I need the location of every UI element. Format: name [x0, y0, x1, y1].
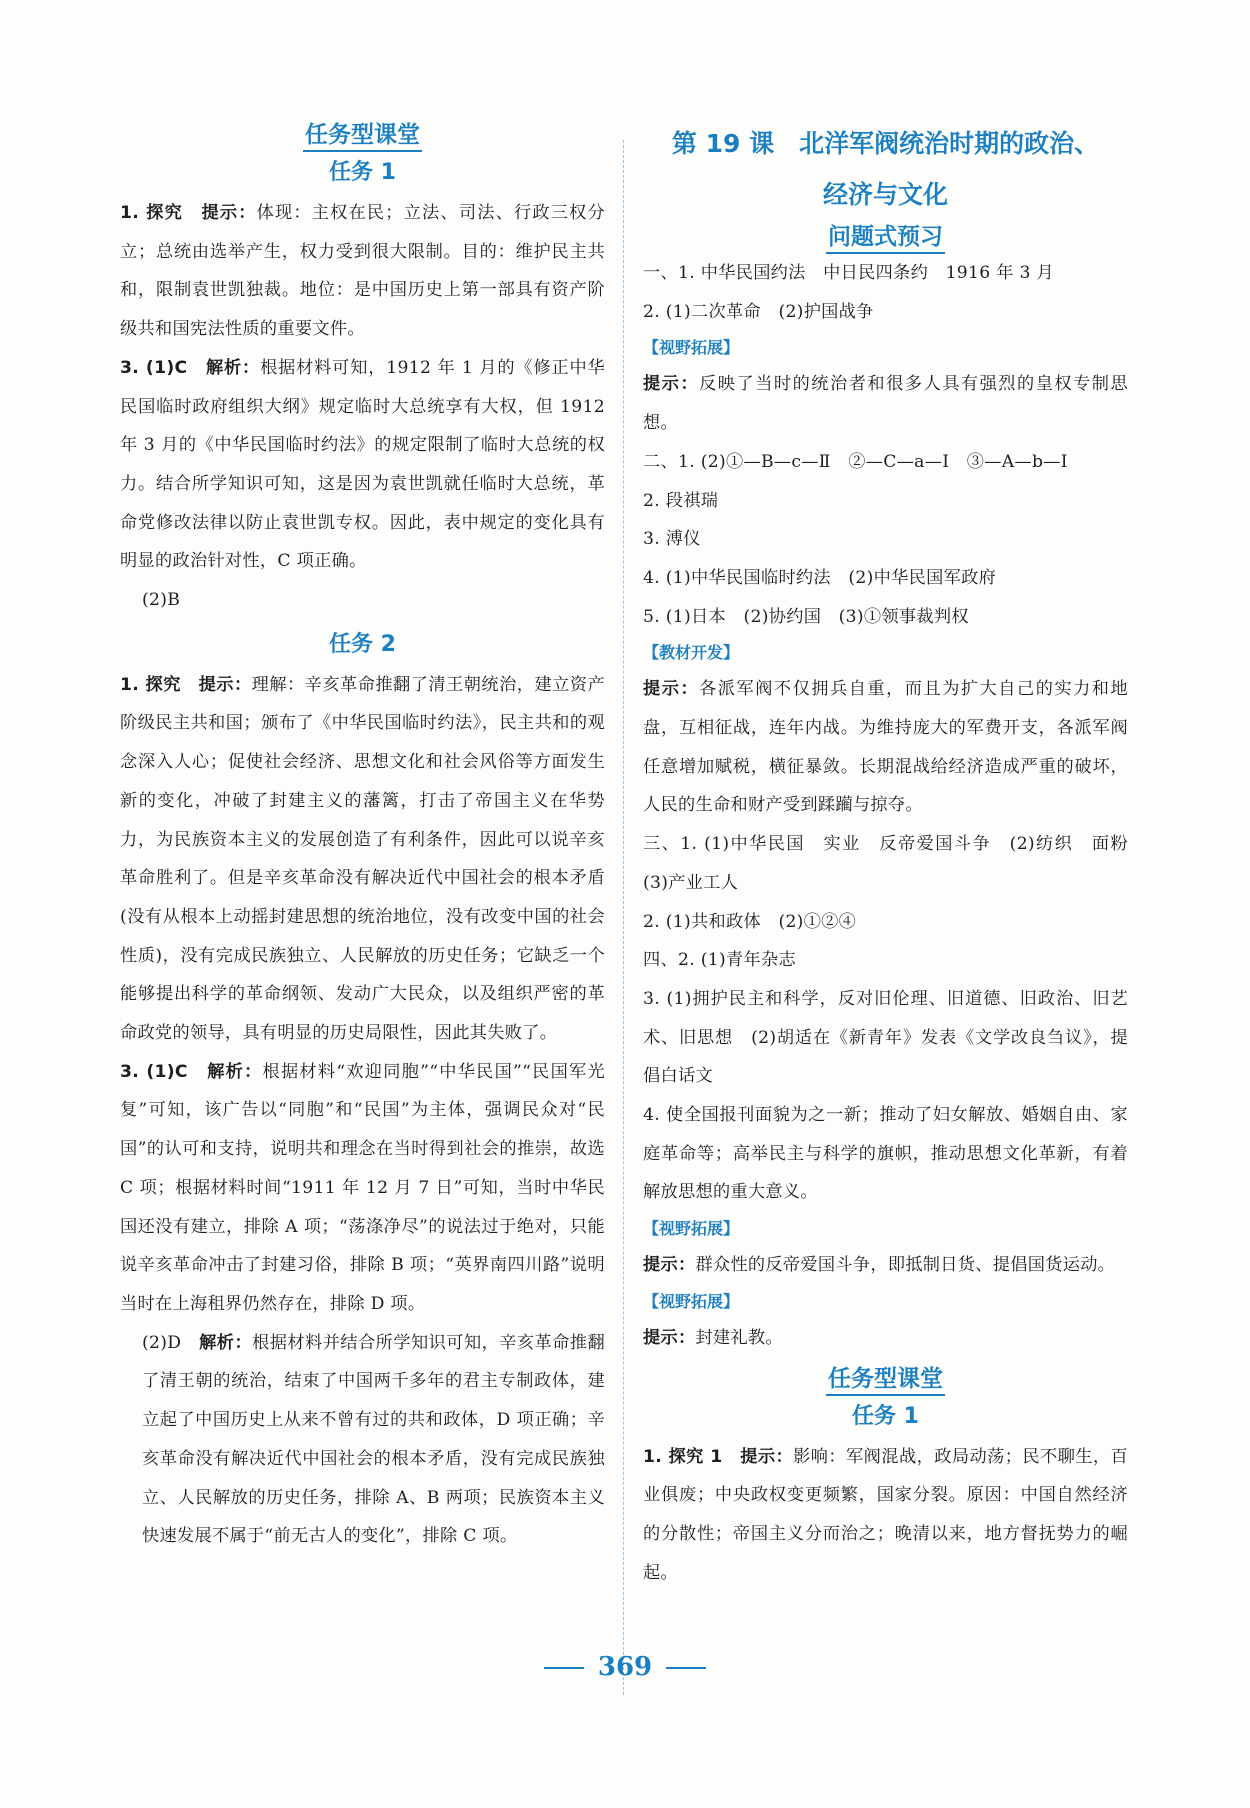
section-tag: 【教材开发】: [643, 643, 740, 663]
task-2-title: 任务 2: [329, 631, 396, 657]
answer-line: 三、1. (1)中华民国 实业 反帝爱国斗争 (2)纺织 面粉 (3)产业工人: [643, 834, 1146, 893]
answer-paragraph: 3. (1)C 解析：根据材料可知，1912 年 1 月的《修正中华民国临时政府组织大纲》规定临时大总统享有大权，但 1912 年 3 月的《中华民国临时约法》的规定限制了临时大总统的权力。结合所学知识可知，这是因为袁世凯就任临时大总统，革命党修改法律以防止袁世凯专权。因此，表中规定的变化具有明显的政治针对性，C 项正确。: [120, 357, 606, 572]
preview-list: [643, 254, 1146, 1358]
answer-line: 一、1. 中华民国约法 中日民四条约 1916 年 3 月: [643, 263, 1055, 283]
answer-line: 3. 溥仪: [643, 529, 701, 550]
tip-paragraph: 提示：反映了当时的统治者和很多人具有强烈的皇权专制思想。: [643, 374, 1128, 434]
section-title-task-classroom: 任务型课堂: [120, 118, 605, 152]
tip-paragraph: 提示：群众性的反帝爱国斗争，即抵制日货、提倡国货运动。: [643, 1255, 1116, 1276]
answer-line: 2. (1)二次革命 (2)护国战争: [643, 301, 874, 322]
answer-line: 3. (1)拥护民主和科学，反对旧伦理、旧道德、旧政治、旧艺术、旧思想 (2)胡适在《新青年》发表《文学改良刍议》，提倡白话文: [643, 988, 1128, 1087]
answer-paragraph: 1. 探究 1 提示：影响：军阀混战，政局动荡；民不聊生，百业俱废；中央政权变更频繁，国家分裂。原因：中国自然经济的分散性；帝国主义分而治之；晚清以来，地方督抚势力的崛起。: [643, 1446, 1129, 1583]
section-tag: 【视野拓展】: [643, 1291, 740, 1311]
section-title-preview: 问题式预习: [643, 220, 1128, 254]
answer-line: 二、1. (2)①—B—c—Ⅱ ②—C—a—Ⅰ ③—A—b—Ⅰ: [643, 451, 1068, 472]
left-column: [120, 118, 605, 1556]
answer-line: 四、2. (1)青年杂志: [643, 950, 796, 971]
answer-line: 5. (1)日本 (2)协约国 (3)①领事裁判权: [643, 606, 969, 627]
section-tag: 【视野拓展】: [643, 1219, 740, 1239]
page-number: 369: [0, 1652, 1250, 1682]
column-divider: [623, 140, 624, 1695]
answer-paragraph: 3. (1)C 解析：根据材料“欢迎同胞”“中华民国”“民国军光复”可知，该广告以“同胞”和“民国”为主体，强调民众对“民国”的认可和支持，说明共和理念在当时得到社会的推崇，故选 C 项；根据材料时间“1911 年 12 月 7 日”可知，当时中华民国还没有建立，排除 A 项；“荡涤净尽”的说法过于绝对，只能说辛亥革命冲击了封建习俗，排除 B 项；“英界南四川路”说明当时在上海租界仍然存在，排除 D 项。: [120, 1061, 605, 1314]
answer-line: 4. (1)中华民国临时约法 (2)中华民国军政府: [643, 567, 997, 588]
answer-paragraph: (2)B: [142, 590, 181, 611]
answer-line: 2. 段祺瑞: [643, 490, 719, 511]
section-tag: 【视野拓展】: [643, 338, 740, 358]
task-1-title-right: 任务 1: [852, 1403, 919, 1429]
lesson-title-line2: 经济与文化: [822, 180, 948, 209]
task-1-title: 任务 1: [329, 160, 396, 185]
answer-paragraph: 1. 探究 提示：体现：主权在民；立法、司法、行政三权分立；总统由选举产生，权力受到很大限制。目的：维护民主共和，限制袁世凯独裁。地位：是中国历史上第一部具有资产阶级共和国宪法性质的重要文件。: [120, 203, 605, 340]
section-title-task-classroom-2: 任务型课堂: [643, 1362, 1128, 1396]
answer-line: 4. 使全国报刊面貌为之一新；推动了妇女解放、婚姻自由、家庭革命等；高举民主与科学的旗帜，推动思想文化革新，有着解放思想的重大意义。: [643, 1105, 1128, 1203]
answer-paragraph: 1. 探究 提示：理解：辛亥革命推翻了清王朝统治，建立资产阶级民主共和国；颁布了《中华民国临时约法》，民主共和的观念深入人心；促使社会经济、思想文化和社会风俗等方面发生新的变化，冲破了封建主义的藩篱，打击了帝国主义在华势力，为民族资本主义的发展创造了有利条件，因此可以说辛亥革命胜利了。但是辛亥革命没有解决近代中国社会的根本矛盾(没有从根本上动摇封建思想的统治地位，没有改变中国的社会性质)，没有完成民族独立、人民解放的历史任务；它缺乏一个能够提出科学的革命纲领、发动广大民众，以及组织严密的革命政党的领导，具有明显的历史局限性，因此其失败了。: [120, 674, 605, 1044]
tip-paragraph: 提示：封建礼教。: [643, 1327, 783, 1348]
tip-paragraph: 提示：各派军阀不仅拥兵自重，而且为扩大自己的实力和地盘，互相征战，连年内战。为维持庞大的军费开支，各派军阀任意增加赋税，横征暴敛。长期混战给经济造成严重的破坏，人民的生命和财产受到蹂躏与掠夺。: [643, 679, 1128, 816]
right-column: [643, 118, 1146, 1592]
lesson-title: 第 19 课 北洋军阀统治时期的政治、: [671, 129, 1100, 158]
answer-line: 2. (1)共和政体 (2)①②④: [643, 911, 857, 932]
answer-paragraph: (2)D 解析：根据材料并结合所学知识可知，辛亥革命推翻了清王朝的统治，结束了中国两千多年的君主专制政体，建立起了中国历史上从来不曾有过的共和政体，D 项正确；辛亥革命没有解决近代中国社会的根本矛盾，没有完成民族独立、人民解放的历史任务，排除 A、B 两项；民族资本主义快速发展不属于“前无古人的变化”，排除 C 项。: [142, 1332, 605, 1547]
